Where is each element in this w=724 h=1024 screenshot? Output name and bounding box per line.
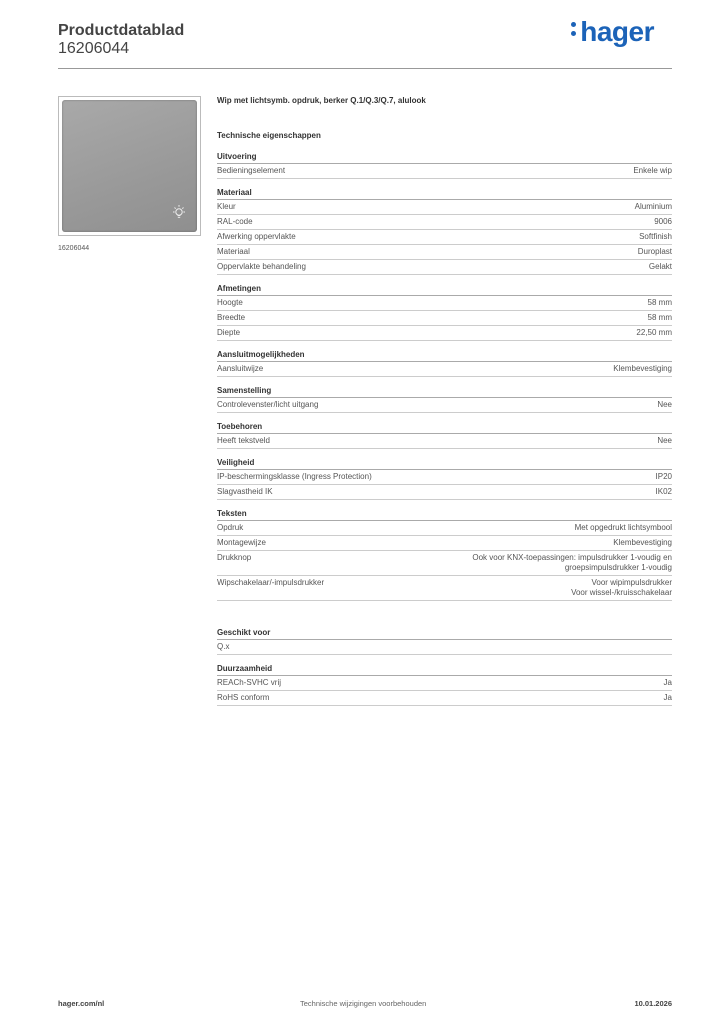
spec-row: [217, 200, 672, 215]
spec-section: [217, 422, 672, 449]
spec-row: [217, 691, 672, 706]
spec-row: [217, 536, 672, 551]
product-title: Wip met lichtsymb. opdruk, berker Q.1/Q.3/Q.7, alulook: [217, 96, 426, 105]
spec-value: 58 mm: [647, 313, 672, 322]
spec-value: IK02: [655, 487, 672, 496]
spec-label: Drukknop: [217, 553, 252, 562]
spec-label: Q.x: [217, 642, 230, 651]
spec-row: [217, 215, 672, 230]
section-heading: Materiaal: [217, 188, 672, 200]
spec-section: [217, 628, 672, 655]
section-heading: Toebehoren: [217, 422, 672, 434]
spec-label: RoHS conform: [217, 693, 270, 702]
spec-label: Aansluitwijze: [217, 364, 264, 373]
spec-value: Gelakt: [648, 262, 672, 271]
spec-section: [217, 509, 672, 601]
hager-logo: [570, 16, 654, 48]
section-heading: Aansluitmogelijkheden: [217, 350, 672, 362]
spec-row: [217, 576, 672, 601]
spec-value: Softfinish: [639, 232, 672, 241]
spec-value: Ja: [663, 693, 672, 702]
spec-row: [217, 260, 672, 275]
spec-value: Nee: [657, 436, 672, 445]
footer-disclaimer: Technische wijzigingen voorbehouden: [300, 999, 427, 1008]
footer-date: 10.01.2026: [634, 999, 672, 1008]
spec-label: Montagewijze: [217, 538, 266, 547]
logo-text: hager: [580, 16, 654, 47]
spec-section: [217, 350, 672, 377]
spec-value: IP20: [655, 472, 672, 481]
spec-row: [217, 398, 672, 413]
section-heading: Samenstelling: [217, 386, 672, 398]
spec-section: [217, 386, 672, 413]
spec-label: RAL-code: [217, 217, 253, 226]
document-title: Productdatablad: [58, 22, 185, 39]
spec-value: Met opgedrukt lichtsymbool: [574, 523, 672, 532]
spec-section: [217, 458, 672, 500]
spec-value: 58 mm: [647, 298, 672, 307]
spec-value: 22,50 mm: [636, 328, 672, 337]
spec-label: IP-beschermingsklasse (Ingress Protection): [217, 472, 372, 481]
spec-value: Klembevestiging: [613, 364, 672, 373]
spec-label: Kleur: [217, 202, 236, 211]
spec-label: Heeft tekstveld: [217, 436, 270, 445]
spec-value: Duroplast: [637, 247, 672, 256]
spec-label: REACh-SVHC vrij: [217, 678, 282, 687]
spec-content: [217, 96, 672, 715]
spec-row: [217, 326, 672, 341]
spec-row: [217, 521, 672, 536]
product-image: [58, 96, 201, 236]
spec-label: Diepte: [217, 328, 241, 337]
section-heading: Teksten: [217, 509, 672, 521]
spec-section: [217, 188, 672, 275]
spec-value: Aluminium: [634, 202, 672, 211]
image-caption: 16206044: [58, 245, 90, 252]
spec-label: Slagvastheid IK: [217, 487, 273, 496]
header-divider: [58, 68, 672, 69]
spec-label: Opdruk: [217, 523, 244, 532]
spec-row: [217, 230, 672, 245]
section-heading: Geschikt voor: [217, 628, 672, 640]
spec-value: Enkele wip: [633, 166, 672, 175]
rocker-switch-face: [62, 100, 197, 232]
spec-row: [217, 362, 672, 377]
spec-row: [217, 164, 672, 179]
section-heading: Uitvoering: [217, 152, 672, 164]
spec-value: Ja: [663, 678, 672, 687]
document-number: 16206044: [58, 40, 130, 57]
logo-dots-icon: [570, 19, 578, 39]
section-heading: Duurzaamheid: [217, 664, 672, 676]
spec-label: Oppervlakte behandeling: [217, 262, 306, 271]
spec-label: Materiaal: [217, 247, 250, 256]
spec-row: [217, 434, 672, 449]
spec-value: Ook voor KNX-toepassingen: impulsdrukker 1-voudig en groepsimpulsdrukker 1-voudig: [472, 553, 672, 572]
spec-section: [217, 284, 672, 341]
spec-label: Controlevenster/licht uitgang: [217, 400, 319, 409]
spec-row: [217, 296, 672, 311]
spec-value: Voor wipimpulsdrukker Voor wissel-/kruisschakelaar: [571, 578, 672, 597]
spec-row: [217, 470, 672, 485]
spec-row: [217, 640, 672, 655]
spec-label: Wipschakelaar/-impulsdrukker: [217, 578, 325, 587]
spec-row: [217, 485, 672, 500]
spec-label: Afwerking oppervlakte: [217, 232, 296, 241]
spec-row: [217, 551, 672, 576]
spec-value: Nee: [657, 400, 672, 409]
section-spacer: [217, 610, 672, 628]
spec-value: Klembevestiging: [613, 538, 672, 547]
light-bulb-icon: [171, 204, 187, 222]
spec-label: Hoogte: [217, 298, 243, 307]
spec-section: [217, 152, 672, 179]
section-heading: Afmetingen: [217, 284, 672, 296]
spec-label: Breedte: [217, 313, 246, 322]
spec-row: [217, 245, 672, 260]
spec-row: [217, 676, 672, 691]
spec-label: Bedieningselement: [217, 166, 286, 175]
spec-section: [217, 664, 672, 706]
tech-properties-title: Technische eigenschappen: [217, 131, 321, 140]
spec-row: [217, 311, 672, 326]
footer-website: hager.com/nl: [58, 999, 105, 1008]
section-heading: Veiligheid: [217, 458, 672, 470]
spec-value: 9006: [654, 217, 672, 226]
spec-sections: [217, 152, 672, 706]
